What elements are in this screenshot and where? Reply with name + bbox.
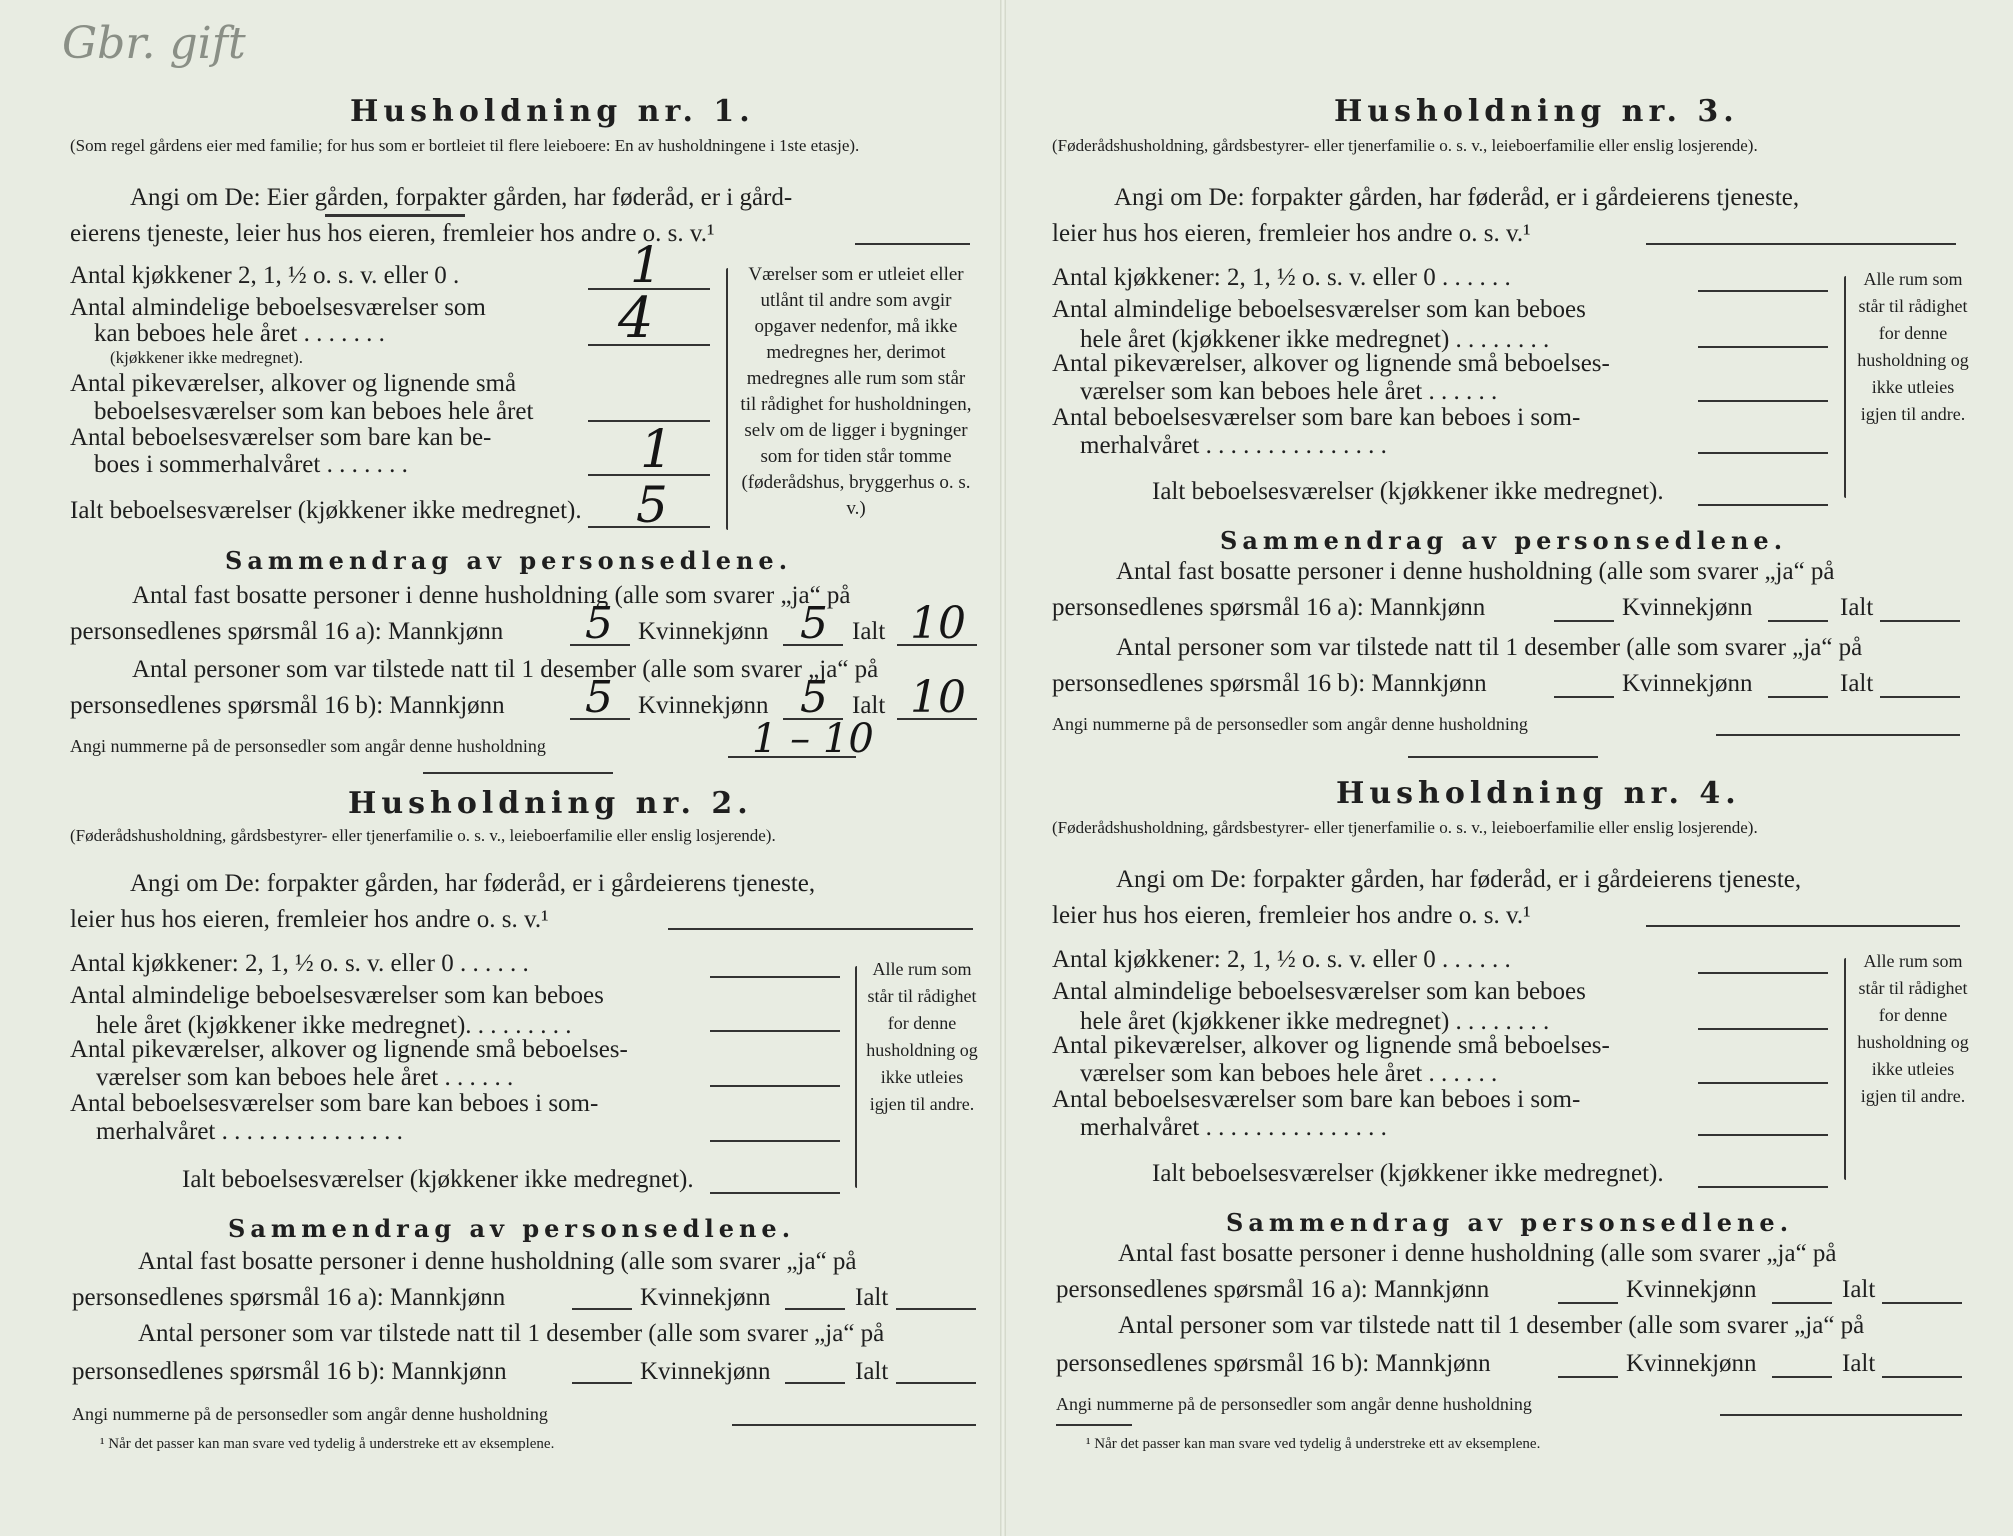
b-male-value: 5 — [585, 672, 613, 723]
household-3-maid-label-2: værelser som kan beboes hele året . . . . . . — [1080, 378, 1498, 405]
left-page — [0, 0, 1000, 1536]
right-section-divider — [1408, 756, 1598, 758]
household-3-title: Husholdning nr. 3. — [1334, 94, 1739, 129]
h4-a-male-line — [1558, 1302, 1618, 1304]
household-2-line-1 — [710, 976, 840, 978]
h3-b-female-line — [1768, 696, 1828, 698]
household-2-residents-label: personsedlenes spørsmål 16 a): Mannkjønn — [72, 1284, 506, 1311]
owner-underline — [325, 214, 465, 217]
household-2-ordinary-label-1: Antal almindelige beboelsesværelser som kan beboes — [70, 982, 604, 1009]
b-female-label: Kvinnekjønn — [638, 692, 769, 719]
h3-a-female-label: Kvinnekjønn — [1622, 594, 1753, 621]
household-4-numbers-line — [1720, 1414, 1962, 1416]
household-3-info-box: Alle rum som står til rådighet for denne husholdning og ikke utleies igjen til andre. — [1857, 269, 1969, 424]
household-2-answer-line — [668, 928, 973, 930]
household-1-question-line2: eierens tjeneste, leier hus hos eieren, fremleier hos andre o. s. v.¹ — [70, 220, 715, 247]
household-1-question-line1: Angi om De: Eier gården, forpakter gården, har føderåd, er i gård- — [130, 184, 793, 211]
a-female-value: 5 — [800, 598, 828, 649]
maid-rooms-label-1: Antal pikeværelser, alkover og lignende små — [70, 370, 517, 397]
household-1-present-question: Antal personer som var tilstede natt til 1 desember (alle som svarer „ja“ på — [132, 656, 879, 683]
household-3-numbers-label: Angi nummerne på de personsedler som angår denne husholdning — [1052, 714, 1528, 734]
household-4-numbers-label: Angi nummerne på de personsedler som angår denne husholdning — [1056, 1394, 1532, 1414]
household-3-summary-title: Sammendrag av personsedlene. — [1220, 526, 1788, 555]
b-total-value: 10 — [910, 672, 966, 723]
household-2-summer-label-1: Antal beboelsesværelser som bare kan beboes i som- — [70, 1090, 599, 1117]
ordinary-rooms-value: 4 — [618, 286, 654, 351]
household-4-residents-question: Antal fast bosatte personer i denne husholdning (alle som svarer „ja“ på — [1118, 1240, 1837, 1267]
h2-a-female-label: Kvinnekjønn — [640, 1284, 771, 1311]
household-4-line-5 — [1698, 1186, 1828, 1188]
footnote-right: ¹ Når det passer kan man svare ved tydelig å understreke ett av eksemplene. — [1086, 1436, 1541, 1452]
household-3-total-label: Ialt beboelsesværelser (kjøkkener ikke medregnet). — [1152, 478, 1664, 505]
household-3-subtitle: (Føderådshusholdning, gårdsbestyrer- eller tjenerfamilie o. s. v., leieboerfamilie eller enslig losjerende). — [1052, 136, 1758, 155]
household-4-maid-label-1: Antal pikeværelser, alkover og lignende små beboelses- — [1052, 1032, 1610, 1059]
household-4-line-4 — [1698, 1134, 1828, 1136]
household-4-ordinary-label-1: Antal almindelige beboelsesværelser som kan beboes — [1052, 978, 1586, 1005]
b-female-value: 5 — [800, 672, 828, 723]
pencil-note: Gbr. gift — [62, 18, 246, 69]
household-3-summer-label-1: Antal beboelsesværelser som bare kan beboes i som- — [1052, 404, 1581, 431]
household-2-summary-title: Sammendrag av personsedlene. — [228, 1214, 796, 1243]
household-1-residents-label: personsedlenes spørsmål 16 a): Mannkjønn — [70, 618, 504, 645]
household-4-summer-label-2: merhalvåret . . . . . . . . . . . . . . . — [1080, 1114, 1387, 1141]
household-3-maid-label-1: Antal pikeværelser, alkover og lignende små beboelses- — [1052, 350, 1610, 377]
household-1-numbers-value: 1 – 10 — [752, 716, 874, 762]
footnote-left: ¹ Når det passer kan man svare ved tydelig å understreke ett av eksemplene. — [100, 1436, 555, 1452]
household-3-brace — [1844, 276, 1846, 498]
b-total-label: Ialt — [852, 692, 886, 719]
kitchens-label: Antal kjøkkener 2, 1, ½ o. s. v. eller 0 . — [70, 262, 460, 289]
household-1-summary-title: Sammendrag av personsedlene. — [225, 546, 793, 575]
household-3-line-1 — [1698, 290, 1828, 292]
info-brace — [726, 268, 728, 530]
summer-rooms-label-1: Antal beboelsesværelser som bare kan be- — [70, 424, 492, 451]
household-2-ordinary-label-2: hele året (kjøkkener ikke medregnet). . . . . . . . . — [96, 1012, 572, 1039]
household-4-answer-line — [1646, 925, 1960, 927]
household-3-summer-label-2: merhalvåret . . . . . . . . . . . . . . . — [1080, 432, 1387, 459]
household-1-numbers-label: Angi nummerne på de personsedler som angår denne husholdning — [70, 736, 546, 756]
household-4-summer-label-1: Antal beboelsesværelser som bare kan beboes i som- — [1052, 1086, 1581, 1113]
ordinary-rooms-label-2: kan beboes hele året . . . . . . . — [94, 320, 385, 347]
household-3-present-question: Antal personer som var tilstede natt til 1 desember (alle som svarer „ja“ på — [1116, 634, 1863, 661]
h3-b-total-line — [1880, 696, 1960, 698]
household-3-question-line2: leier hus hos eieren, fremleier hos andre o. s. v.¹ — [1052, 220, 1531, 247]
h3-a-female-line — [1768, 620, 1828, 622]
household-1-present-label: personsedlenes spørsmål 16 b): Mannkjønn — [70, 692, 505, 719]
household-4-total-label: Ialt beboelsesværelser (kjøkkener ikke medregnet). — [1152, 1160, 1664, 1187]
h2-a-total-label: Ialt — [855, 1284, 889, 1311]
household-4-question-line1: Angi om De: forpakter gården, har føderåd, er i gårdeierens tjeneste, — [1116, 866, 1802, 893]
h3-b-female-label: Kvinnekjønn — [1622, 670, 1753, 697]
h2-b-total-line — [896, 1382, 976, 1384]
household-4-present-question: Antal personer som var tilstede natt til 1 desember (alle som svarer „ja“ på — [1118, 1312, 1865, 1339]
household-4-line-1 — [1698, 972, 1828, 974]
household-2-question-line1: Angi om De: forpakter gården, har føderåd, er i gårdeierens tjeneste, — [130, 870, 816, 897]
household-2-maid-label-2: værelser som kan beboes hele året . . . . . . — [96, 1064, 514, 1091]
household-1-title: Husholdning nr. 1. — [350, 94, 755, 129]
household-3-line-3 — [1698, 400, 1828, 402]
h3-a-total-line — [1880, 620, 1960, 622]
total-rooms-label: Ialt beboelsesværelser (kjøkkener ikke medregnet). — [70, 497, 582, 524]
household-2-subtitle: (Føderådshusholdning, gårdsbestyrer- eller tjenerfamilie o. s. v., leieboerfamilie eller enslig losjerende). — [70, 826, 776, 845]
household-2-brace — [855, 966, 857, 1188]
h4-a-female-label: Kvinnekjønn — [1626, 1276, 1757, 1303]
household-4-ordinary-label-2: hele året (kjøkkener ikke medregnet) . . . . . . . . — [1080, 1008, 1550, 1035]
ordinary-rooms-note: (kjøkkener ikke medregnet). — [110, 348, 304, 367]
h4-b-male-line — [1558, 1376, 1618, 1378]
a-male-value: 5 — [585, 598, 613, 649]
household-1-subtitle: (Som regel gårdens eier med familie; for hus som er bortleiet til flere leieboere: En av husholdningene i 1ste etasje). — [70, 136, 860, 155]
household-2-numbers-label: Angi nummerne på de personsedler som angår denne husholdning — [72, 1404, 548, 1424]
household-2-residents-question: Antal fast bosatte personer i denne husholdning (alle som svarer „ja“ på — [138, 1248, 857, 1275]
summer-rooms-value: 1 — [640, 420, 674, 480]
household-2-line-3 — [710, 1085, 840, 1087]
footnote-rule — [1056, 1424, 1132, 1426]
h4-a-total-line — [1882, 1302, 1962, 1304]
a-female-label: Kvinnekjønn — [638, 618, 769, 645]
kitchens-value: 1 — [630, 236, 662, 294]
household-3-ordinary-label-2: hele året (kjøkkener ikke medregnet) . . . . . . . . — [1080, 326, 1550, 353]
rooms-info-box: Værelser som er utleiet eller utlånt til andre som avgir opgaver nedenfor, må ikke medregnes her, derimot medregnes alle rum som står til rådighet for husholdningen, selv om de ligger i bygninger som for tiden står tomme (føderådshus, bryggerhus o. s. v.) — [740, 264, 972, 519]
household-2-info-box: Alle rum som står til rådighet for denne husholdning og ikke utleies igjen til andre. — [866, 959, 978, 1114]
household-2-maid-label-1: Antal pikeværelser, alkover og lignende små beboelses- — [70, 1036, 628, 1063]
household-2-title: Husholdning nr. 2. — [348, 786, 753, 821]
household-4-question-line2: leier hus hos eieren, fremleier hos andre o. s. v.¹ — [1052, 902, 1531, 929]
h3-a-total-label: Ialt — [1840, 594, 1874, 621]
household-4-maid-label-2: værelser som kan beboes hele året . . . . . . — [1080, 1060, 1498, 1087]
a-total-label: Ialt — [852, 618, 886, 645]
household-3-line-4 — [1698, 452, 1828, 454]
household-3-kitchens-label: Antal kjøkkener: 2, 1, ½ o. s. v. eller 0 . . . . . . — [1052, 264, 1511, 291]
h4-b-total-label: Ialt — [1842, 1350, 1876, 1377]
h4-a-total-label: Ialt — [1842, 1276, 1876, 1303]
answer-line — [855, 243, 970, 245]
household-3-line-5 — [1698, 504, 1828, 506]
household-4-summary-title: Sammendrag av personsedlene. — [1226, 1208, 1794, 1237]
ordinary-rooms-label-1: Antal almindelige beboelsesværelser som — [70, 294, 486, 321]
household-2-summer-label-2: merhalvåret . . . . . . . . . . . . . . . — [96, 1118, 403, 1145]
household-4-title: Husholdning nr. 4. — [1336, 776, 1741, 811]
household-4-brace — [1844, 958, 1846, 1180]
household-2-numbers-line — [732, 1424, 976, 1426]
household-3-question-line1: Angi om De: forpakter gården, har føderåd, er i gårdeierens tjeneste, — [1114, 184, 1800, 211]
household-4-present-label: personsedlenes spørsmål 16 b): Mannkjønn — [1056, 1350, 1491, 1377]
a-total-value: 10 — [910, 598, 966, 649]
h3-a-male-line — [1554, 620, 1614, 622]
household-3-numbers-line — [1716, 734, 1960, 736]
h2-b-female-line — [785, 1382, 845, 1384]
household-3-present-label: personsedlenes spørsmål 16 b): Mannkjønn — [1052, 670, 1487, 697]
h3-b-male-line — [1554, 696, 1614, 698]
household-4-residents-label: personsedlenes spørsmål 16 a): Mannkjønn — [1056, 1276, 1490, 1303]
h4-b-female-line — [1772, 1376, 1832, 1378]
h2-b-male-line — [572, 1382, 632, 1384]
h4-a-female-line — [1772, 1302, 1832, 1304]
h2-a-male-line — [572, 1308, 632, 1310]
household-4-kitchens-label: Antal kjøkkener: 2, 1, ½ o. s. v. eller 0 . . . . . . — [1052, 946, 1511, 973]
household-2-present-label: personsedlenes spørsmål 16 b): Mannkjønn — [72, 1358, 507, 1385]
household-3-residents-label: personsedlenes spørsmål 16 a): Mannkjønn — [1052, 594, 1486, 621]
h2-b-female-label: Kvinnekjønn — [640, 1358, 771, 1385]
h2-a-female-line — [785, 1308, 845, 1310]
right-page — [1006, 0, 2013, 1536]
household-2-kitchens-label: Antal kjøkkener: 2, 1, ½ o. s. v. eller 0 . . . . . . — [70, 950, 529, 977]
household-2-line-5 — [710, 1192, 840, 1194]
household-4-subtitle: (Føderådshusholdning, gårdsbestyrer- eller tjenerfamilie o. s. v., leieboerfamilie eller enslig losjerende). — [1052, 818, 1758, 837]
summer-rooms-label-2: boes i sommerhalvåret . . . . . . . — [94, 451, 408, 478]
h4-b-female-label: Kvinnekjønn — [1626, 1350, 1757, 1377]
maid-rooms-label-2: beboelsesværelser som kan beboes hele året — [94, 398, 534, 425]
total-rooms-value: 5 — [636, 476, 668, 534]
household-4-line-2 — [1698, 1028, 1828, 1030]
household-3-ordinary-label-1: Antal almindelige beboelsesværelser som kan beboes — [1052, 296, 1586, 323]
household-2-line-2 — [710, 1030, 840, 1032]
section-divider — [423, 772, 613, 774]
household-3-answer-line — [1646, 243, 1956, 245]
h2-a-total-line — [896, 1308, 976, 1310]
household-4-line-3 — [1698, 1082, 1828, 1084]
h3-b-total-label: Ialt — [1840, 670, 1874, 697]
household-4-info-box: Alle rum som står til rådighet for denne husholdning og ikke utleies igjen til andre. — [1857, 951, 1969, 1106]
h2-b-total-label: Ialt — [855, 1358, 889, 1385]
household-3-line-2 — [1698, 346, 1828, 348]
h4-b-total-line — [1882, 1376, 1962, 1378]
household-2-line-4 — [710, 1140, 840, 1142]
household-2-question-line2: leier hus hos eieren, fremleier hos andre o. s. v.¹ — [70, 906, 549, 933]
household-1-residents-question: Antal fast bosatte personer i denne husholdning (alle som svarer „ja“ på — [132, 582, 851, 609]
household-2-present-question: Antal personer som var tilstede natt til 1 desember (alle som svarer „ja“ på — [138, 1320, 885, 1347]
household-2-total-label: Ialt beboelsesværelser (kjøkkener ikke medregnet). — [182, 1166, 694, 1193]
household-3-residents-question: Antal fast bosatte personer i denne husholdning (alle som svarer „ja“ på — [1116, 558, 1835, 585]
